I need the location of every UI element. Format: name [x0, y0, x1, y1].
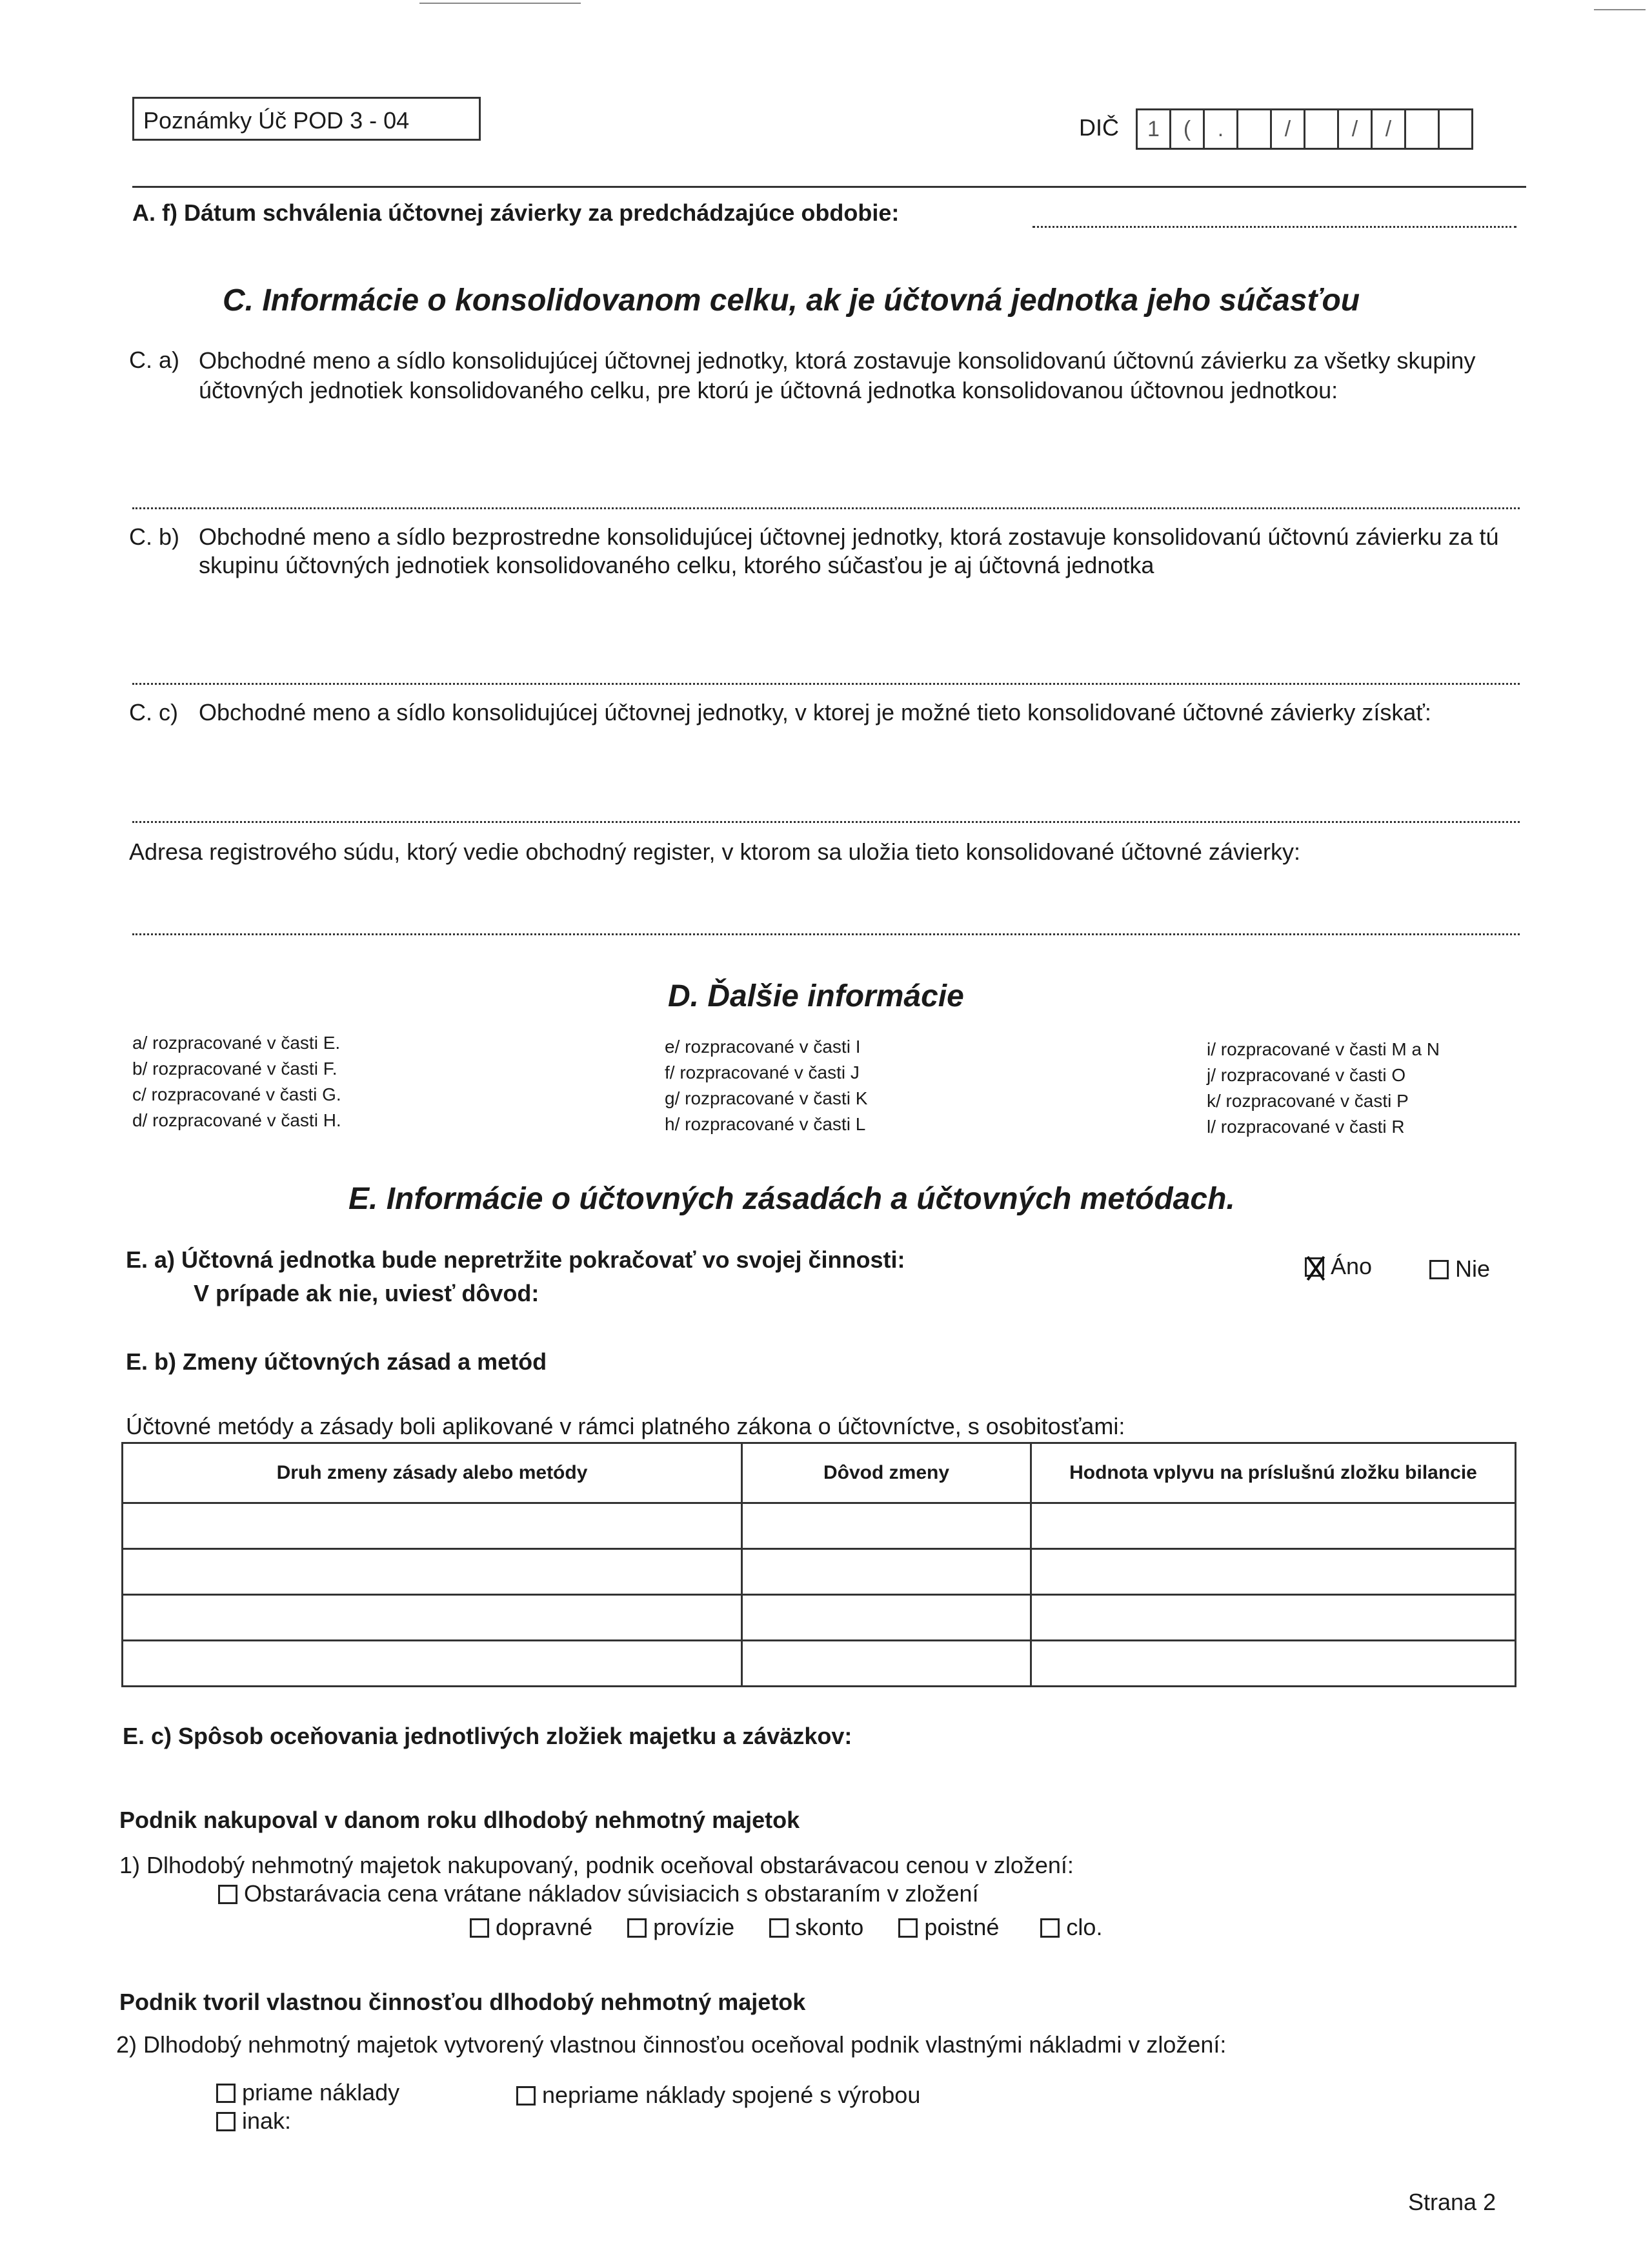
skonto-checkbox[interactable]	[769, 1918, 789, 1938]
list-item: c/ rozpracované v časti G.	[132, 1084, 341, 1104]
dic-char-box: (	[1171, 110, 1205, 148]
cb-label: C. b)	[129, 523, 180, 550]
list-item: f/ rozpracované v časti J	[665, 1062, 860, 1082]
item2-opt3-label: inak:	[242, 2107, 292, 2134]
dic-char-box: /	[1339, 110, 1373, 148]
ea-line2: V prípade ak nie, uviesť dôvod:	[194, 1280, 539, 1306]
list-item: j/ rozpracované v časti O	[1207, 1065, 1406, 1085]
sub1-heading: Podnik nakupoval v danom roku dlhodobý nehmotný majetok	[119, 1807, 800, 1833]
poistne-option[interactable]	[898, 1914, 999, 1940]
ca-answer-line[interactable]	[132, 507, 1520, 509]
registry-answer-line[interactable]	[132, 933, 1520, 935]
item1-option[interactable]	[218, 1880, 979, 1907]
list-item: g/ rozpracované v časti K	[665, 1088, 868, 1108]
section-d-col1	[132, 1030, 341, 1133]
provizie-option[interactable]	[627, 1914, 734, 1940]
item2-opt1-checkbox[interactable]	[216, 2084, 236, 2103]
table-row	[123, 1641, 1516, 1687]
item1-suboptions	[470, 1913, 1102, 1941]
table-cell[interactable]	[1031, 1503, 1516, 1549]
dic-char-box: .	[1205, 110, 1238, 148]
form-label-box	[132, 97, 481, 141]
item2-opt2-checkbox[interactable]	[516, 2086, 536, 2106]
nie-option[interactable]	[1429, 1255, 1490, 1283]
list-item: d/ rozpracované v časti H.	[132, 1110, 341, 1130]
section-af-text: A. f) Dátum schválenia účtovnej závierky za predchádzajúce obdobie:	[132, 199, 900, 226]
table-cell[interactable]	[1031, 1641, 1516, 1687]
column-header: Dôvod zmeny	[742, 1443, 1031, 1503]
cc-text: Obchodné meno a sídlo konsolidujúcej účtovnej jednotky, v ktorej je možné tieto konsolidované účtovné závierky získať:	[199, 699, 1431, 726]
skonto-label: skonto	[795, 1914, 864, 1940]
table-cell[interactable]	[1031, 1595, 1516, 1641]
table-cell[interactable]	[742, 1641, 1031, 1687]
table-cell[interactable]	[1031, 1549, 1516, 1595]
scan-artifact-line	[1594, 9, 1646, 10]
item1-option-label: Obstarávacia cena vrátane nákladov súvisiacich s obstaraním v zložení	[244, 1880, 979, 1907]
dic-char-box	[1305, 110, 1339, 148]
section-d-col2	[665, 1034, 867, 1137]
list-item: b/ rozpracované v časti F.	[132, 1059, 337, 1079]
dic-label: DIČ	[1079, 114, 1119, 141]
table-cell[interactable]	[742, 1549, 1031, 1595]
table-row	[123, 1595, 1516, 1641]
ec-heading: E. c) Spôsob oceňovania jednotlivých zložiek majetku a záväzkov:	[123, 1723, 852, 1749]
section-e-heading: E. Informácie o účtovných zásadách a účtovných metódach.	[348, 1182, 1235, 1216]
list-item: k/ rozpracované v časti P	[1207, 1091, 1409, 1111]
af-answer-line[interactable]	[1032, 226, 1516, 228]
table-cell[interactable]	[123, 1503, 742, 1549]
registry-text: Adresa registrového súdu, ktorý vedie obchodný register, v ktorom sa uložia tieto konsolidované účtovné závierky:	[129, 838, 1300, 865]
dic-boxes	[1136, 108, 1473, 150]
table-cell[interactable]	[742, 1503, 1031, 1549]
provizie-label: provízie	[653, 1914, 735, 1940]
eb-intro: Účtovné metódy a zásady boli aplikované v rámci platného zákona o účtovníctve, s osobitosťami:	[126, 1413, 1125, 1439]
dopravne-label: dopravné	[496, 1914, 593, 1940]
item2-opt1[interactable]	[216, 2078, 399, 2106]
cb-text: Obchodné meno a sídlo bezprostredne konsolidujúcej účtovnej jednotky, ktorá zostavuje konsolidovanú účtovnú závierku za tú skupinu účtovných jednotiek konsolidovaného celku, ktorého súčasťou je aj účtovná jednotka	[199, 523, 1499, 578]
table-cell[interactable]	[123, 1595, 742, 1641]
item2-opt1-label: priame náklady	[242, 2079, 400, 2106]
dopravne-checkbox[interactable]	[470, 1918, 489, 1938]
ca-text: Obchodné meno a sídlo konsolidujúcej účtovnej jednotky, ktorá zostavuje konsolidovanú účtovnú závierku za všetky skupiny účtovných jednotiek konsolidovaného celku, pre ktorú je účtovná jednotka konsolidovanou účtovnou jednotkou:	[199, 347, 1476, 403]
list-item: e/ rozpracované v časti I	[665, 1037, 861, 1057]
clo-option[interactable]	[1040, 1914, 1102, 1940]
section-d-heading: D. Ďalšie informácie	[668, 979, 964, 1013]
ea-line1: E. a) Účtovná jednotka bude nepretržite pokračovať vo svojej činnosti:	[126, 1246, 905, 1273]
skonto-option[interactable]	[769, 1914, 863, 1940]
section-c-heading: C. Informácie o konsolidovanom celku, ak je účtovná jednotka jeho súčasťou	[223, 283, 1360, 318]
table-row	[123, 1549, 1516, 1595]
cc-label: C. c)	[129, 699, 178, 726]
dic-char-box: /	[1373, 110, 1406, 148]
list-item: h/ rozpracované v časti L	[665, 1114, 866, 1134]
dic-char-box: 1	[1138, 110, 1171, 148]
item2-opt3[interactable]	[216, 2107, 291, 2135]
nie-label: Nie	[1455, 1255, 1491, 1282]
list-item: i/ rozpracované v časti M a N	[1207, 1039, 1440, 1059]
item2-text: 2) Dlhodobý nehmotný majetok vytvorený vlastnou činnosťou oceňoval podnik vlastnými nákladmi v zložení:	[116, 2031, 1227, 2058]
table-cell[interactable]	[123, 1549, 742, 1595]
scan-artifact-line	[419, 3, 581, 4]
ano-option[interactable]	[1305, 1252, 1372, 1280]
provizie-checkbox[interactable]	[627, 1918, 647, 1938]
eb-heading: E. b) Zmeny účtovných zásad a metód	[126, 1348, 547, 1375]
dopravne-option[interactable]	[470, 1914, 592, 1940]
nie-checkbox[interactable]	[1429, 1260, 1449, 1279]
list-item: l/ rozpracované v časti R	[1207, 1117, 1405, 1137]
section-d-col3	[1207, 1037, 1440, 1140]
dic-char-box	[1238, 110, 1272, 148]
column-header: Hodnota vplyvu na príslušnú zložku bilancie	[1031, 1443, 1516, 1503]
item2-opt2[interactable]	[516, 2081, 920, 2109]
changes-table	[121, 1442, 1516, 1687]
column-header: Druh zmeny zásady alebo metódy	[123, 1443, 742, 1503]
clo-label: clo.	[1066, 1914, 1103, 1940]
sub2-heading: Podnik tvoril vlastnou činnosťou dlhodobý nehmotný majetok	[119, 1989, 806, 2015]
dic-char-box	[1440, 110, 1473, 148]
dic-char-box: /	[1272, 110, 1305, 148]
cc-answer-line[interactable]	[132, 821, 1520, 823]
ano-label: Áno	[1331, 1253, 1373, 1279]
table-row	[123, 1503, 1516, 1549]
page-number: Strana 2	[1408, 2189, 1496, 2215]
ca-label: C. a)	[129, 347, 180, 373]
table-cell[interactable]	[742, 1595, 1031, 1641]
poistne-checkbox[interactable]	[898, 1918, 918, 1938]
dic-char-box	[1406, 110, 1440, 148]
ano-checkbox[interactable]	[1305, 1257, 1324, 1277]
clo-checkbox[interactable]	[1040, 1918, 1060, 1938]
item2-opt2-label: nepriame náklady spojené s výrobou	[542, 2082, 921, 2108]
item1-text: 1) Dlhodobý nehmotný majetok nakupovaný, podnik oceňoval obstarávacou cenou v zložení:	[119, 1852, 1074, 1878]
table-cell[interactable]	[123, 1641, 742, 1687]
list-item: a/ rozpracované v časti E.	[132, 1033, 341, 1053]
poistne-label: poistné	[924, 1914, 1000, 1940]
cb-answer-line[interactable]	[132, 683, 1520, 685]
header-rule	[132, 186, 1526, 188]
table-header-row	[123, 1443, 1516, 1503]
form-label: Poznámky Úč POD 3 - 04	[143, 107, 410, 134]
item1-option-checkbox[interactable]	[218, 1885, 237, 1904]
item2-opt3-checkbox[interactable]	[216, 2112, 236, 2131]
